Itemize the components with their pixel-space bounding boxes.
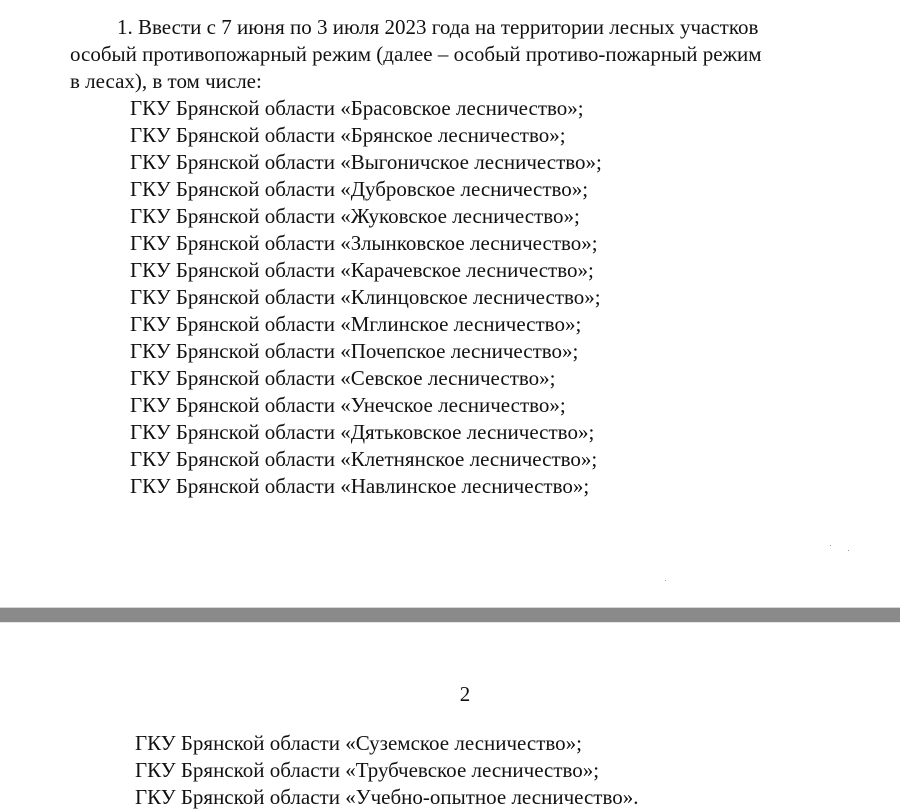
document-page-2 (0, 623, 900, 810)
paragraph-line: особый противопожарный режим (далее – особый противо-пожарный режим (70, 42, 762, 66)
list-item: ГКУ Брянской области «Клетнянское лесничество»; (130, 447, 598, 471)
list-item: ГКУ Брянской области «Клинцовское лесничество»; (130, 285, 601, 309)
list-item: ГКУ Брянской области «Карачевское лесничество»; (130, 258, 594, 282)
list-item: ГКУ Брянской области «Злынковское лесничество»; (130, 231, 598, 255)
paragraph-line: 1. Ввести с 7 июня по 3 июля 2023 года на территории лесных участков (117, 15, 759, 39)
scan-speck (665, 580, 666, 581)
list-item: ГКУ Брянской области «Брянское лесничество»; (130, 123, 566, 147)
list-item: ГКУ Брянской области «Дубровское лесничество»; (130, 177, 589, 201)
list-item: ГКУ Брянской области «Дятьковское лесничество»; (130, 420, 595, 444)
forestry-list-page-2 (135, 730, 639, 811)
list-item: ГКУ Брянской области «Навлинское лесничество»; (130, 474, 590, 498)
scan-speck (848, 550, 849, 551)
list-item: ГКУ Брянской области «Суземское лесничество»; (135, 731, 582, 755)
list-item: ГКУ Брянской области «Учебно-опытное лесничество». (135, 785, 639, 809)
scan-speck (830, 545, 831, 546)
page-separator (0, 607, 900, 623)
list-item: ГКУ Брянской области «Мглинское лесничество»; (130, 312, 582, 336)
forestry-list-page-1 (130, 95, 602, 500)
page-number: 2 (459, 682, 471, 706)
list-item: ГКУ Брянской области «Трубчевское лесничество»; (135, 758, 600, 782)
list-item: ГКУ Брянской области «Севское лесничество»; (130, 366, 556, 390)
list-item: ГКУ Брянской области «Выгоничское лесничество»; (130, 150, 602, 174)
paragraph-line: в лесах), в том числе: (70, 69, 262, 93)
list-item: ГКУ Брянской области «Жуковское лесничество»; (130, 204, 580, 228)
list-item: ГКУ Брянской области «Брасовское лесничество»; (130, 96, 584, 120)
paragraph-1 (70, 14, 860, 95)
list-item: ГКУ Брянской области «Унечское лесничество»; (130, 393, 566, 417)
list-item: ГКУ Брянской области «Почепское лесничество»; (130, 339, 579, 363)
